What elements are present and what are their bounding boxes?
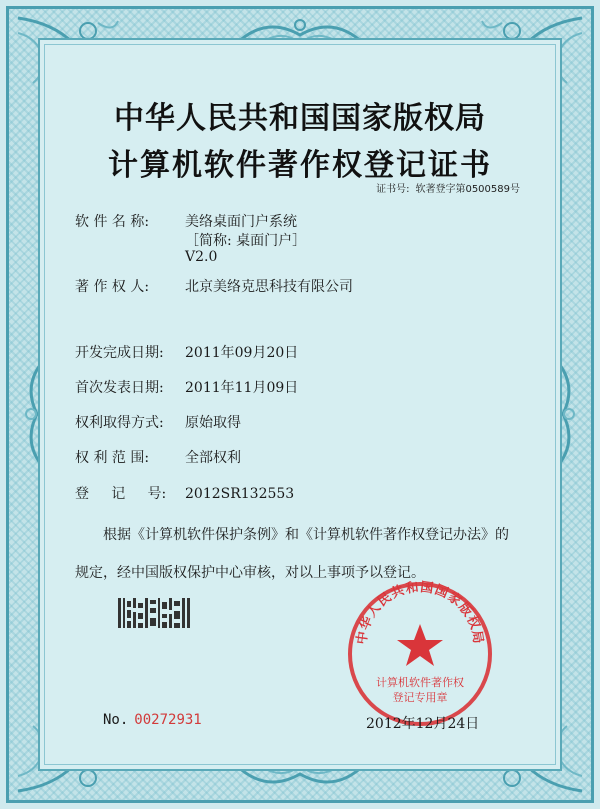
acquire-row [75, 412, 241, 432]
owner-label: 著 作 权 人: [75, 279, 150, 295]
scope-value: 全部权利 [185, 450, 241, 466]
publish-date-value: 2011年11月09日 [185, 380, 299, 396]
issue-date: 2012年12月24日 [366, 716, 480, 732]
software-name-row [75, 211, 297, 231]
short-name: ［简称: 桌面门户］ [185, 233, 307, 249]
acquire-label: 权利取得方式: [75, 415, 164, 431]
serial-value: 00272931 [134, 712, 202, 728]
scope-label: 权 利 范 围: [75, 450, 150, 466]
serial-number [103, 712, 202, 728]
dev-date-row [75, 342, 298, 362]
dev-date-value: 2011年09月20日 [185, 345, 299, 361]
statement-line-1: 根据《计算机软件保护条例》和《计算机软件著作权登记办法》的 [103, 527, 509, 543]
certificate-title: 计算机软件著作权登记证书 [108, 148, 492, 183]
serial-label: No. [103, 712, 129, 728]
scope-row [75, 447, 241, 467]
reg-no-value: 2012SR132553 [185, 486, 295, 502]
acquire-value: 原始取得 [185, 415, 241, 431]
owner-value: 北京美络克思科技有限公司 [185, 279, 353, 295]
reg-no-row [75, 483, 294, 503]
certificate-number [376, 180, 520, 195]
official-seal [346, 580, 494, 728]
barcode-icon [118, 598, 190, 628]
publish-date-row [75, 377, 298, 397]
software-name-label: 软 件 名 称: [75, 214, 150, 230]
reg-no-label: 登 记 号: [75, 486, 167, 502]
authority-title: 中华人民共和国国家版权局 [114, 101, 486, 136]
version: V2.0 [185, 249, 218, 265]
seal-outer-text: 中华人民共和国国家版权局 [354, 580, 486, 646]
seal-inner-line-2: 登记专用章 [392, 691, 448, 704]
cert-no-value: 软著登字第0500589号 [415, 184, 520, 195]
statement-line-2: 规定，经中国版权保护中心审核，对以上事项予以登记。 [75, 565, 425, 581]
star-icon [397, 624, 443, 666]
owner-row [75, 276, 353, 296]
publish-date-label: 首次发表日期: [75, 380, 164, 396]
software-name-value: 美络桌面门户系统 [185, 214, 297, 230]
seal-inner-line-1: 计算机软件著作权 [376, 676, 464, 689]
cert-no-label: 证书号: [376, 184, 410, 195]
dev-date-label: 开发完成日期: [75, 345, 164, 361]
